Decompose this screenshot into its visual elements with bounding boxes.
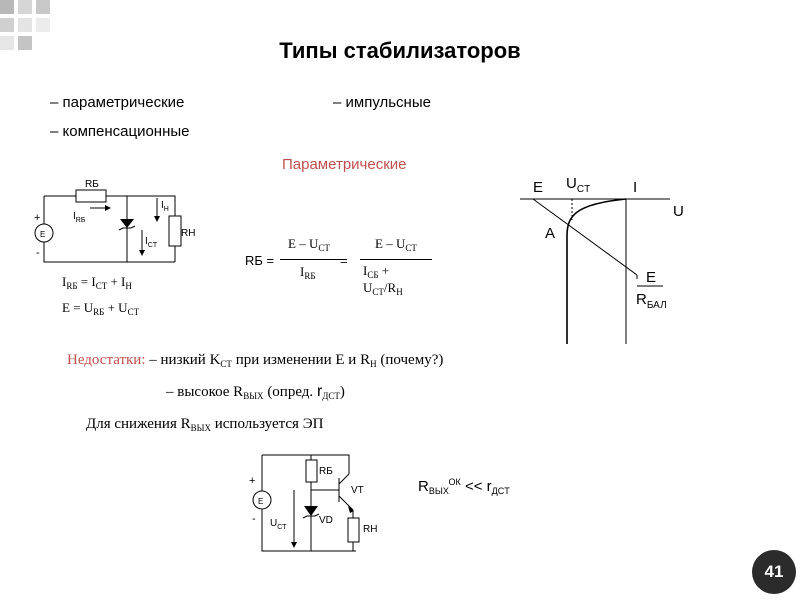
- output-resistance-relation: $R_{ВЫХ}^{ОК} << r_{ДCT}$: [418, 477, 510, 496]
- section-heading: Параметрические: [282, 156, 407, 173]
- slide-title: Типы стабилизаторов: [279, 38, 521, 63]
- rb-label: RБ: [85, 179, 99, 190]
- operating-point-label: A: [545, 225, 556, 242]
- emitter-follower-note: Для снижения $R_{ВЫХ}$ используется ЭП: [86, 416, 324, 433]
- graph-u-axis-label: U: [673, 203, 684, 220]
- formula-den2: $I_{CБ}$ + $U_{CT}/R_Н$: [363, 263, 403, 297]
- plus-sign-2: +: [249, 475, 256, 487]
- rn-label: RН: [181, 228, 196, 239]
- fraction-bar-1: [280, 259, 342, 260]
- emitter-follower-circuit: [240, 450, 380, 560]
- zener-characteristic-graph: [515, 172, 695, 352]
- source-e-label-2: E: [258, 497, 264, 506]
- formula-num2: E – $U_{CT}$: [375, 236, 417, 253]
- source-e-label: E: [40, 230, 46, 239]
- irb-label: $I_{RБ}$: [73, 211, 86, 224]
- graph-ust-label: $U_{CT}$: [566, 175, 591, 195]
- formula-equals: =: [340, 253, 348, 268]
- parametric-circuit: [30, 176, 210, 268]
- minus-sign: -: [36, 247, 40, 259]
- graph-e-top: E: [533, 179, 544, 196]
- vd-label: VD: [319, 515, 333, 526]
- formula-lhs: RБ =: [245, 253, 275, 268]
- page-number-badge: 41: [752, 550, 796, 594]
- type-compensation: – компенсационные: [50, 123, 190, 140]
- graph-i-axis-label: I: [633, 179, 638, 196]
- formula-den1: $I_{RБ}$: [300, 264, 316, 281]
- formula-num1: E – $U_{CT}$: [288, 236, 330, 253]
- type-parametric: – параметрические: [50, 94, 185, 111]
- vt-label: VT: [351, 485, 364, 496]
- graph-rbal-label: $R_{БАЛ}$: [636, 291, 667, 311]
- ist-label: $I_{CТ}$: [145, 236, 158, 249]
- drawback-2: – высокое $R_{ВЫХ}$ (опред. $r_{ДCT}$): [166, 383, 345, 401]
- plus-sign: +: [34, 212, 41, 224]
- fraction-bar-2: [360, 259, 432, 260]
- type-pulse: – импульсные: [333, 94, 431, 111]
- rn-label-2: RН: [363, 524, 378, 535]
- current-equation: $I_{RБ} = I_{CТ} + I_Н$: [62, 274, 132, 291]
- drawback-1: Недостатки: – низкий $K_{CT}$ при изменении E и $R_Н$ (почему?): [67, 352, 444, 369]
- in-label: $I_Н$: [161, 200, 169, 213]
- minus-sign-2: -: [252, 513, 256, 525]
- ust-label-2: $U_{CT}$: [270, 518, 287, 531]
- graph-e-bottom: E: [646, 269, 657, 286]
- voltage-equation: $E = U_{RБ} + U_{CТ}$: [62, 300, 140, 317]
- rb-label-2: RБ: [319, 466, 333, 477]
